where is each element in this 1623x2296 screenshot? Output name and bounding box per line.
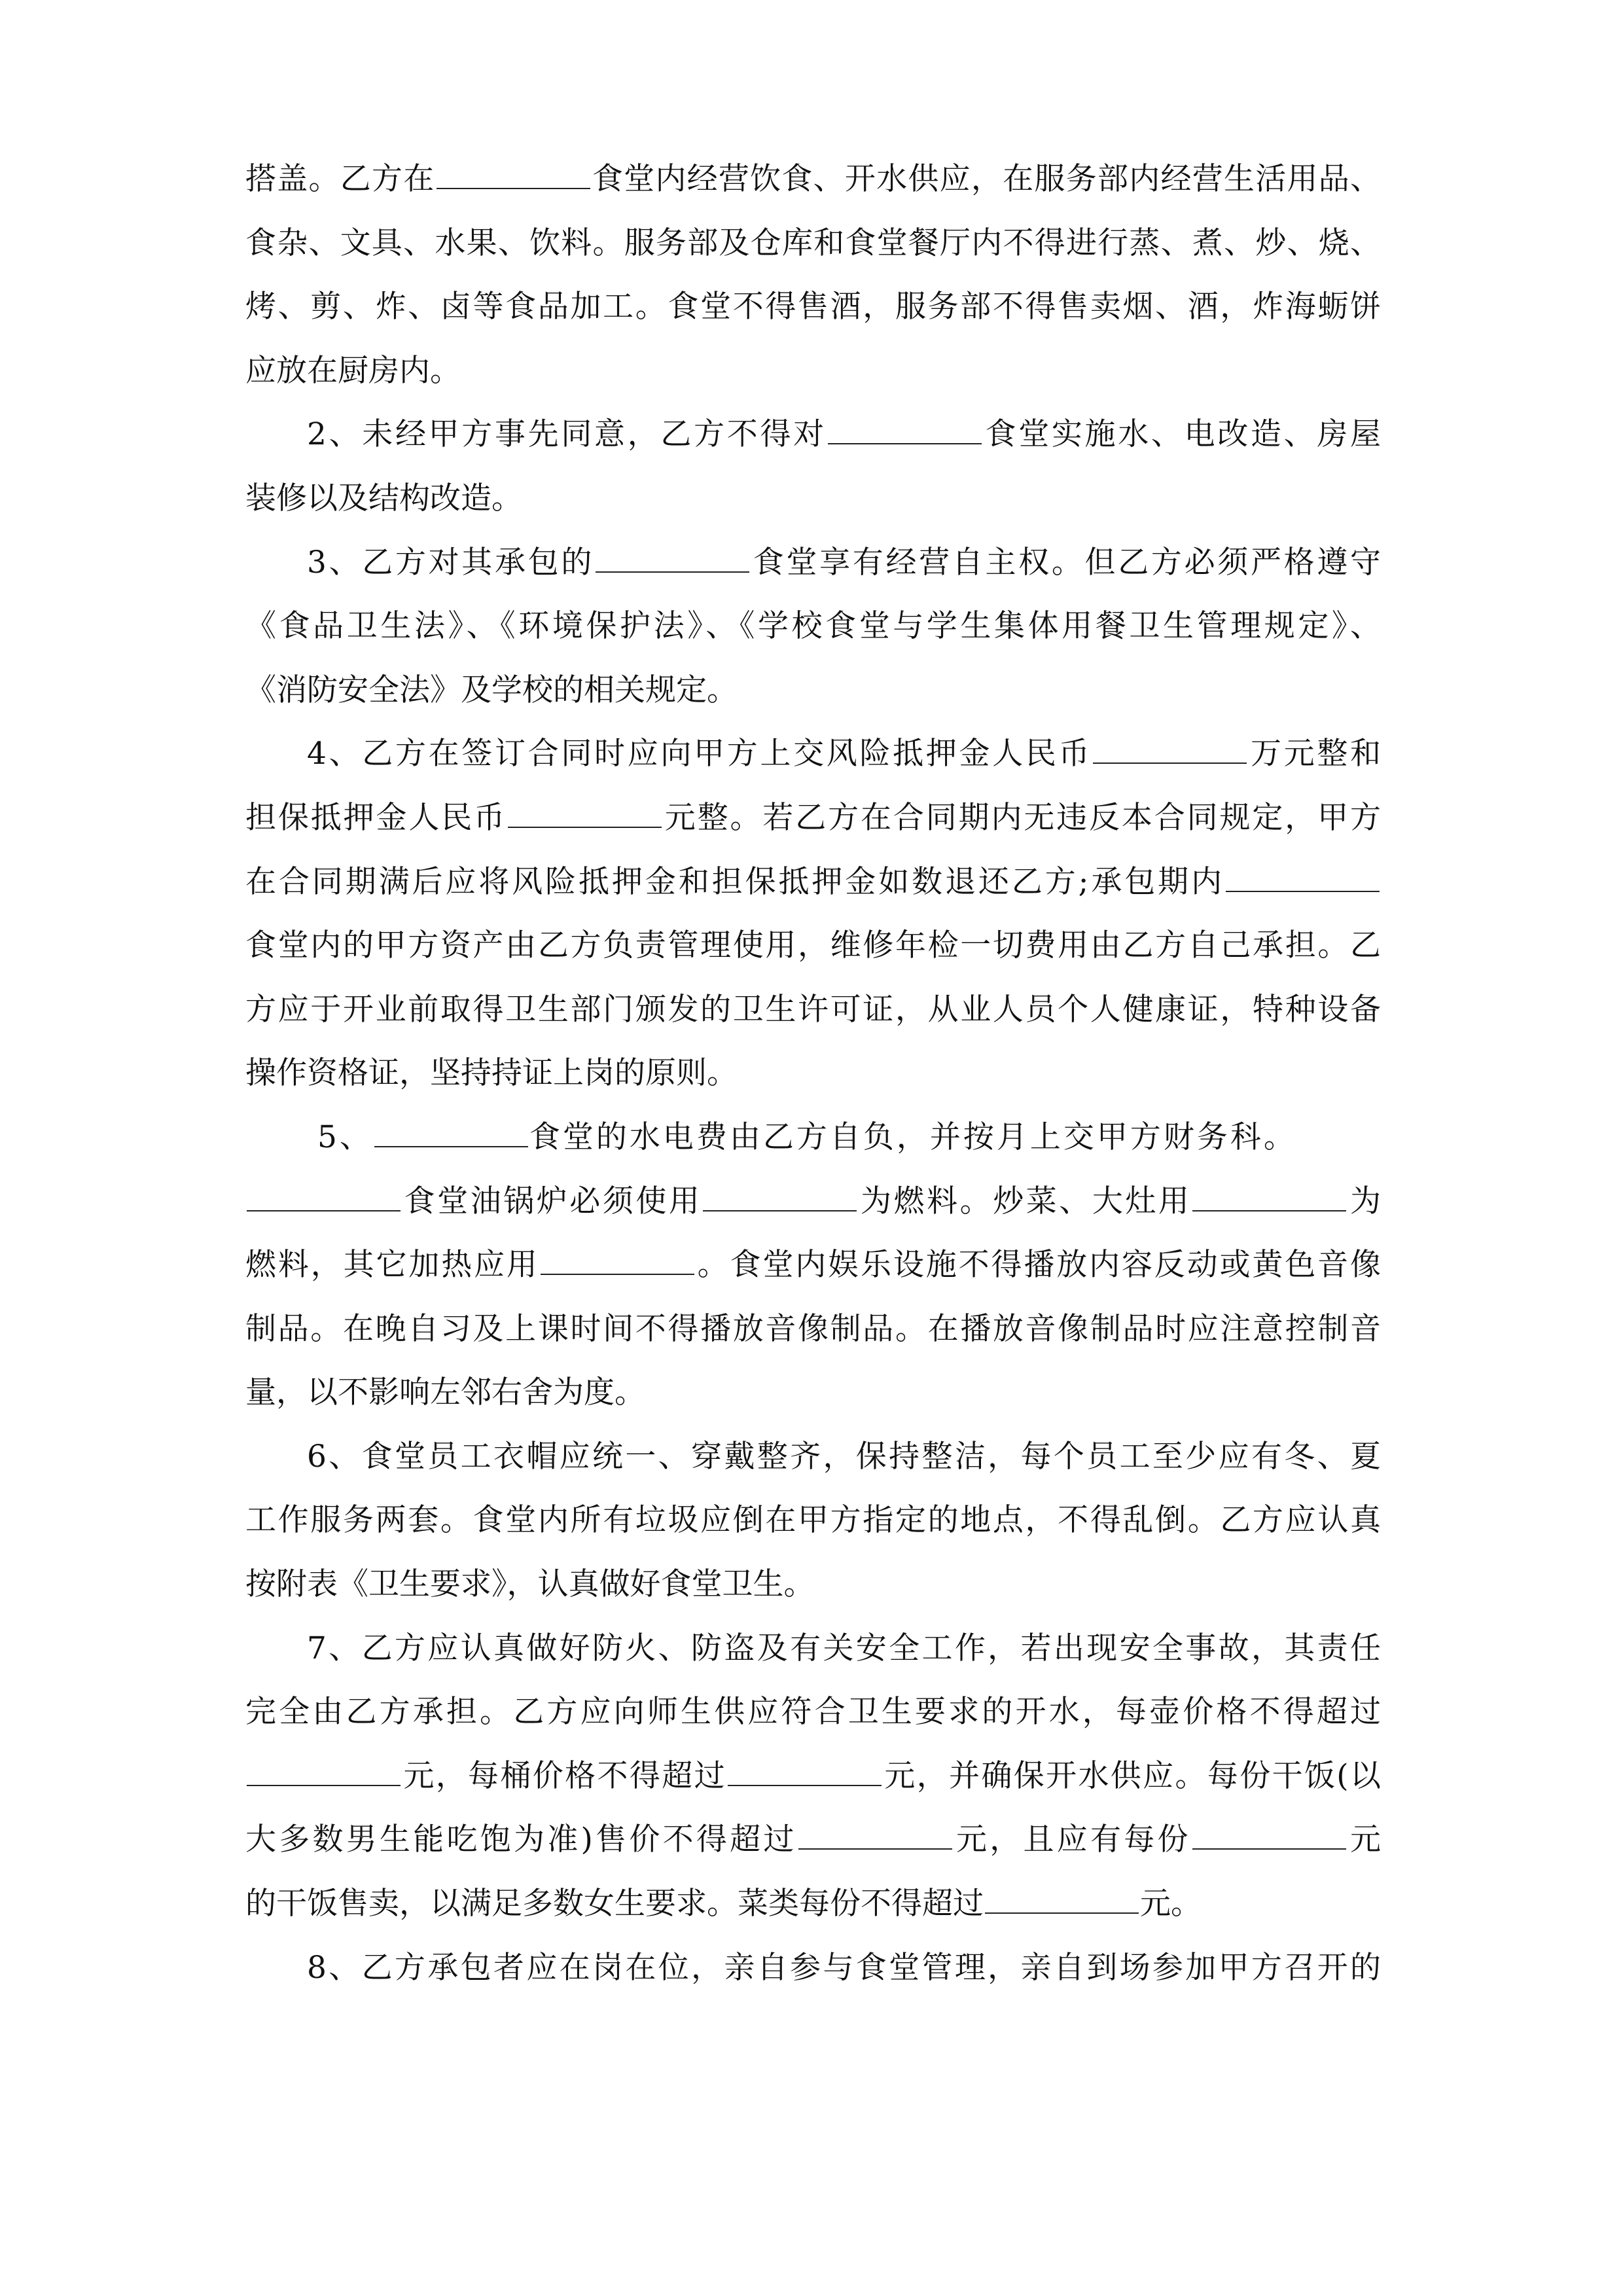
text-line xyxy=(245,1808,1381,1872)
text-line xyxy=(245,594,1381,658)
text-segment: 8、乙方承包者应在岗在位，亲自参与食堂管理，亲自到场参加甲方召开的 xyxy=(307,1949,1381,1986)
text-segment: 元，且应有每份 xyxy=(953,1821,1191,1858)
text-segment: 食堂的水电费由乙方自负，并按月上交甲方财务科。 xyxy=(529,1119,1297,1155)
text-segment: 2、未经甲方事先同意，乙方不得对 xyxy=(307,416,827,453)
text-segment: 按附表《卫生要求》，认真做好食堂卫生。 xyxy=(245,1566,815,1603)
text-segment: 担保抵押金人民币 xyxy=(245,799,507,836)
text-segment: 元 xyxy=(1347,1821,1382,1858)
fill-in-blank xyxy=(541,1273,694,1275)
text-segment: 元整。若乙方在合同期内无违反本合同规定，甲方 xyxy=(662,799,1382,836)
fill-in-blank xyxy=(374,1145,528,1147)
text-line xyxy=(245,1297,1381,1361)
text-segment: 装修以及结构改造。 xyxy=(245,480,522,516)
text-segment: 食杂、文具、水果、饮料。服务部及仓库和食堂餐厅内不得进行蒸、煮、炒、烧、 xyxy=(245,224,1381,261)
text-line xyxy=(245,1105,1381,1170)
fill-in-blank xyxy=(728,1784,882,1786)
text-segment: 4、乙方在签订合同时应向甲方上交风险抵押金人民币 xyxy=(307,736,1092,772)
fill-in-blank xyxy=(1192,1848,1346,1850)
text-segment: 大多数男生能吃饱为准)售价不得超过 xyxy=(245,1821,797,1858)
text-line xyxy=(245,1680,1381,1744)
fill-in-blank xyxy=(508,826,662,828)
fill-in-blank xyxy=(985,1912,1139,1914)
text-segment: 食堂内经营饮食、开水供应，在服务部内经营生活用品、 xyxy=(591,161,1382,197)
text-line xyxy=(245,339,1381,403)
text-segment: 工作服务两套。食堂内所有垃圾应倒在甲方指定的地点，不得乱倒。乙方应认真 xyxy=(245,1502,1381,1539)
paragraph xyxy=(245,531,1381,723)
text-segment: 食堂油锅炉必须使用 xyxy=(402,1183,702,1219)
text-line xyxy=(245,1233,1381,1297)
text-segment: 方应于开业前取得卫生部门颁发的卫生许可证，从业人员个人健康证，特种设备 xyxy=(245,991,1381,1028)
text-line xyxy=(245,403,1381,467)
text-line xyxy=(245,722,1381,786)
text-segment: 操作资格证，坚持持证上岗的原则。 xyxy=(245,1055,738,1092)
text-segment: 完全由乙方承担。乙方应向师生供应符合卫生要求的开水，每壶价格不得超过 xyxy=(245,1694,1381,1731)
text-line xyxy=(245,1872,1381,1936)
text-line xyxy=(245,1425,1381,1489)
text-line xyxy=(245,1617,1381,1681)
text-line xyxy=(245,1041,1381,1105)
text-line xyxy=(245,1936,1381,2000)
text-line xyxy=(245,1170,1381,1234)
paragraph xyxy=(245,1617,1381,1936)
paragraph xyxy=(245,1425,1381,1617)
fill-in-blank xyxy=(1226,890,1380,892)
text-segment: 元。 xyxy=(1140,1886,1202,1922)
text-line xyxy=(245,147,1381,211)
fill-in-blank xyxy=(798,1848,952,1850)
text-segment: 为燃料。炒菜、大灶用 xyxy=(858,1183,1192,1219)
text-segment: 在合同期满后应将风险抵押金和担保抵押金如数退还乙方;承包期内 xyxy=(245,863,1224,900)
text-segment: 《消防安全法》及学校的相关规定。 xyxy=(245,672,738,708)
paragraph xyxy=(245,403,1381,530)
text-line xyxy=(245,1552,1381,1617)
text-segment: 元，并确保开水供应。每份干饭(以 xyxy=(882,1757,1381,1794)
text-segment: 烤、剪、炸、卤等食品加工。食堂不得售酒，服务部不得售卖烟、酒，炸海蛎饼 xyxy=(245,289,1381,325)
document-page xyxy=(245,147,1381,2176)
paragraph xyxy=(245,722,1381,1105)
fill-in-blank xyxy=(247,1210,401,1211)
text-line xyxy=(245,1744,1381,1808)
text-line xyxy=(245,467,1381,531)
text-segment: 食堂享有经营自主权。但乙方必须严格遵守 xyxy=(751,544,1382,581)
fill-in-blank xyxy=(437,187,590,189)
fill-in-blank xyxy=(1093,762,1247,764)
fill-in-blank xyxy=(703,1210,857,1211)
text-segment: 。食堂内娱乐设施不得播放内容反动或黄色音像 xyxy=(695,1247,1382,1283)
text-segment: 搭盖。乙方在 xyxy=(245,161,435,197)
text-segment: 的干饭售卖，以满足多数女生要求。菜类每份不得超过 xyxy=(245,1886,984,1922)
text-segment: 食堂内的甲方资产由乙方负责管理使用，维修年检一切费用由乙方自己承担。乙 xyxy=(245,927,1381,964)
text-segment: 食堂实施水、电改造、房屋 xyxy=(982,416,1382,453)
text-segment: 为 xyxy=(1347,1183,1382,1219)
text-segment: 6、食堂员工衣帽应统一、穿戴整齐，保持整洁，每个员工至少应有冬、夏 xyxy=(307,1438,1381,1475)
fill-in-blank xyxy=(596,571,749,573)
fill-in-blank xyxy=(1192,1210,1346,1211)
fill-in-blank xyxy=(247,1784,401,1786)
text-line xyxy=(245,531,1381,595)
text-line xyxy=(245,850,1381,914)
text-line xyxy=(245,786,1381,850)
text-segment: 量，以不影响左邻右舍为度。 xyxy=(245,1374,645,1411)
fill-in-blank xyxy=(828,442,982,444)
paragraph xyxy=(245,1105,1381,1425)
paragraph xyxy=(245,1936,1381,2000)
text-line xyxy=(245,914,1381,978)
text-line xyxy=(245,1361,1381,1425)
text-line xyxy=(245,211,1381,276)
text-segment: 万元整和 xyxy=(1248,736,1382,772)
paragraph xyxy=(245,147,1381,403)
text-line xyxy=(245,658,1381,723)
text-line xyxy=(245,1488,1381,1552)
text-line xyxy=(245,275,1381,339)
text-line xyxy=(245,978,1381,1042)
text-segment: 7、乙方应认真做好防火、防盗及有关安全工作，若出现安全事故，其责任 xyxy=(307,1630,1381,1666)
text-segment: 元，每桶价格不得超过 xyxy=(402,1757,726,1794)
text-segment: 《食品卫生法》、《环境保护法》、《学校食堂与学生集体用餐卫生管理规定》、 xyxy=(245,608,1381,645)
text-segment: 5、 xyxy=(317,1119,373,1155)
text-segment: 3、乙方对其承包的 xyxy=(307,544,595,581)
text-segment: 制品。在晚自习及上课时间不得播放音像制品。在播放音像制品时应注意控制音 xyxy=(245,1310,1381,1347)
text-segment: 应放在厨房内。 xyxy=(245,352,461,389)
text-segment: 燃料，其它加热应用 xyxy=(245,1247,539,1283)
